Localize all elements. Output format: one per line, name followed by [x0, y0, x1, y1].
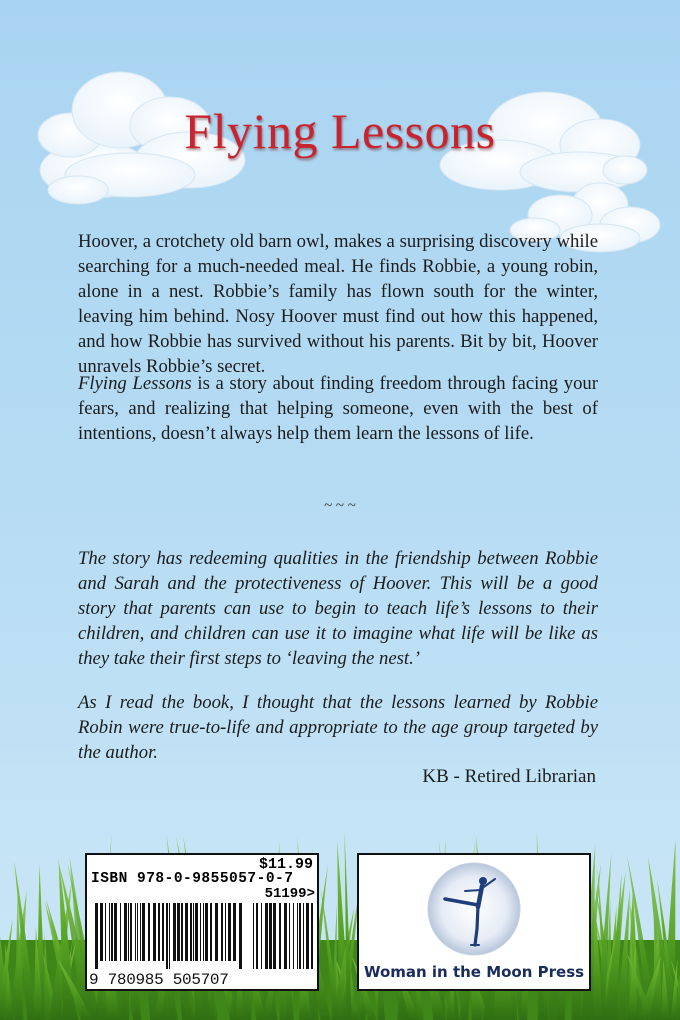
- barcode-addon-digits: 51199>: [264, 886, 315, 902]
- isbn-barcode: [85, 853, 319, 991]
- review-paragraph-2: As I read the book, I thought that the lessons learned by Robbie Robin were true-to-life and appropriate to the age group targeted by the author.: [78, 692, 598, 763]
- synopsis-text-1: Hoover, a crotchety old barn owl, makes a surprising discovery while searching for a much-needed meal. He finds Robbie, a young robin, alone in a nest. Robbie’s family has flown south for the winter, leaving him behind. Nosy Hoover must find out how this happened, and how Robbie has survived without his parents. Bit by bit, Hoover unravels Robbie’s secret.: [78, 231, 598, 377]
- section-separator: ~ ~ ~: [324, 498, 356, 514]
- review-attribution: KB - Retired Librarian: [422, 766, 596, 787]
- moon-dancer-icon: [421, 859, 527, 959]
- synopsis-text-2-rest: is a story about finding freedom through facing your fears, and realizing that helping someone, even with the best of intentions, doesn’t always help them learn the lessons of life.: [78, 373, 598, 444]
- ean-digits: 9 780985 505707: [89, 971, 229, 989]
- synopsis-paragraph-2: [78, 371, 598, 446]
- publisher-name: Woman in the Moon Press: [363, 963, 585, 981]
- synopsis-paragraph-1: [78, 229, 598, 379]
- isbn-label: ISBN 978-0-9855057-0-7: [91, 871, 294, 887]
- synopsis-text-2: [78, 371, 598, 446]
- book-title: Flying Lessons: [184, 103, 496, 159]
- price-label: $11.99: [258, 856, 313, 873]
- synopsis-book-title: Flying Lessons: [78, 373, 192, 394]
- barcode-bars: [93, 903, 315, 969]
- publisher-box: [357, 853, 591, 991]
- review-paragraph-1: The story has redeeming qualities in the friendship between Robbie and Sarah and the protectiveness of Hoover. This will be a good story that parents can use to begin to teach life’s lessons to their children, and children can use it to imagine what life will be like as they take their first steps to ‘leaving the nest.’: [78, 548, 598, 669]
